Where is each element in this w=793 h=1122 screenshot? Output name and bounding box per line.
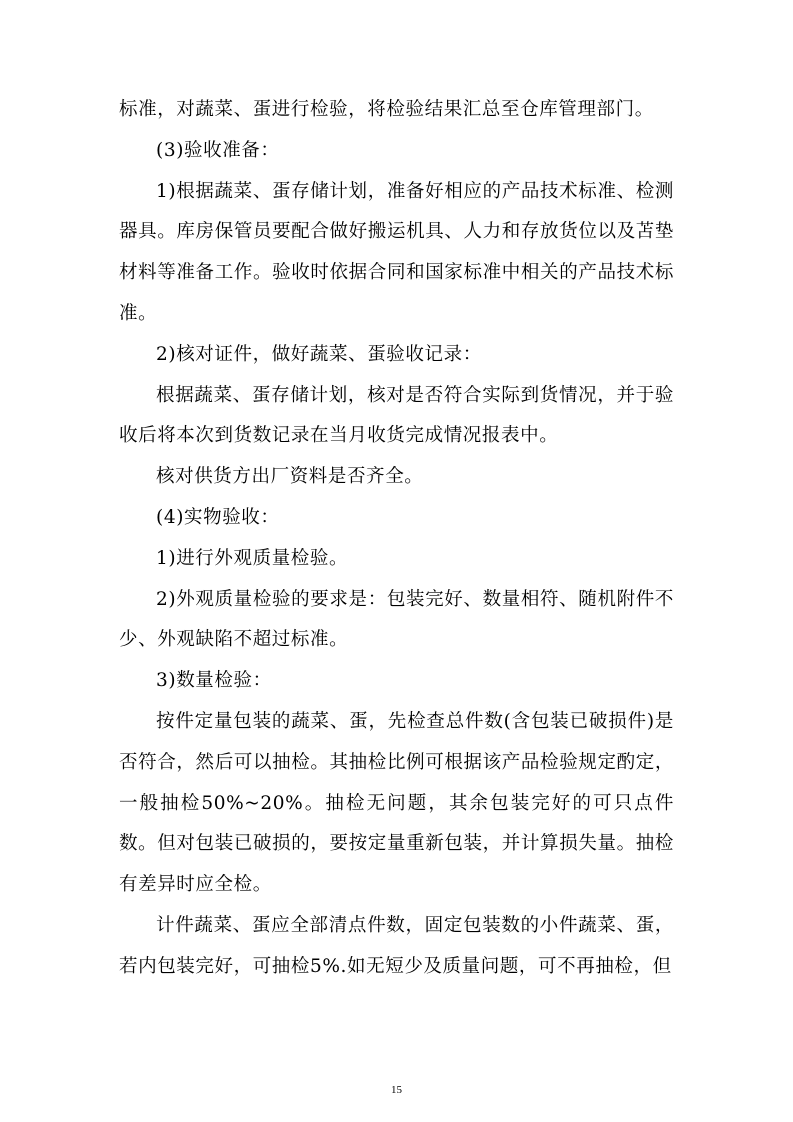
paragraph-10: 3)数量检验： xyxy=(156,670,272,692)
paragraph-11: 按件定量包装的蔬菜、蛋，先检查总件数(含包装已破损件)是否符合，然后可以抽检。其抽检比例可根据该产品检验规定酌定，一般抽检50%~20%。抽检无问题，其余包装完好的可只点件数。但对包装已破损的，要按定量重新包装，并计算损失量。抽检有差异时应全检。 xyxy=(119,710,674,896)
paragraph-8: 1)进行外观质量检验。 xyxy=(156,547,349,569)
paragraph-5: 根据蔬菜、蛋存储计划，核对是否符合实际到货情况，并于验收后将本次到货数记录在当月收货完成情况报表中。 xyxy=(119,384,674,447)
paragraph-6: 核对供货方出厂资料是否齐全。 xyxy=(156,466,424,488)
page-number: 15 xyxy=(391,1084,402,1096)
paragraph-9: 2)外观质量检验的要求是：包装完好、数量相符、随机附件不少、外观缺陷不超过标准。 xyxy=(119,588,674,651)
document-body xyxy=(119,90,674,988)
paragraph-4: 2)核对证件，做好蔬菜、蛋验收记录： xyxy=(156,343,482,365)
paragraph-3: 1)根据蔬菜、蛋存储计划，准备好相应的产品技术标准、检测器具。库房保管员要配合做好搬运机具、人力和存放货位以及苫垫材料等准备工作。验收时依据合同和国家标准中相关的产品技术标准。 xyxy=(119,180,674,324)
paragraph-2: (3)验收准备： xyxy=(156,139,280,161)
paragraph-12: 计件蔬菜、蛋应全部清点件数，固定包装数的小件蔬菜、蛋，若内包装完好，可抽检5%.如无短少及质量问题，可不再抽检，但 xyxy=(119,914,674,977)
paragraph-7: (4)实物验收： xyxy=(156,506,280,528)
paragraph-1: 标准，对蔬菜、蛋进行检验，将检验结果汇总至仓库管理部门。 xyxy=(119,99,654,120)
